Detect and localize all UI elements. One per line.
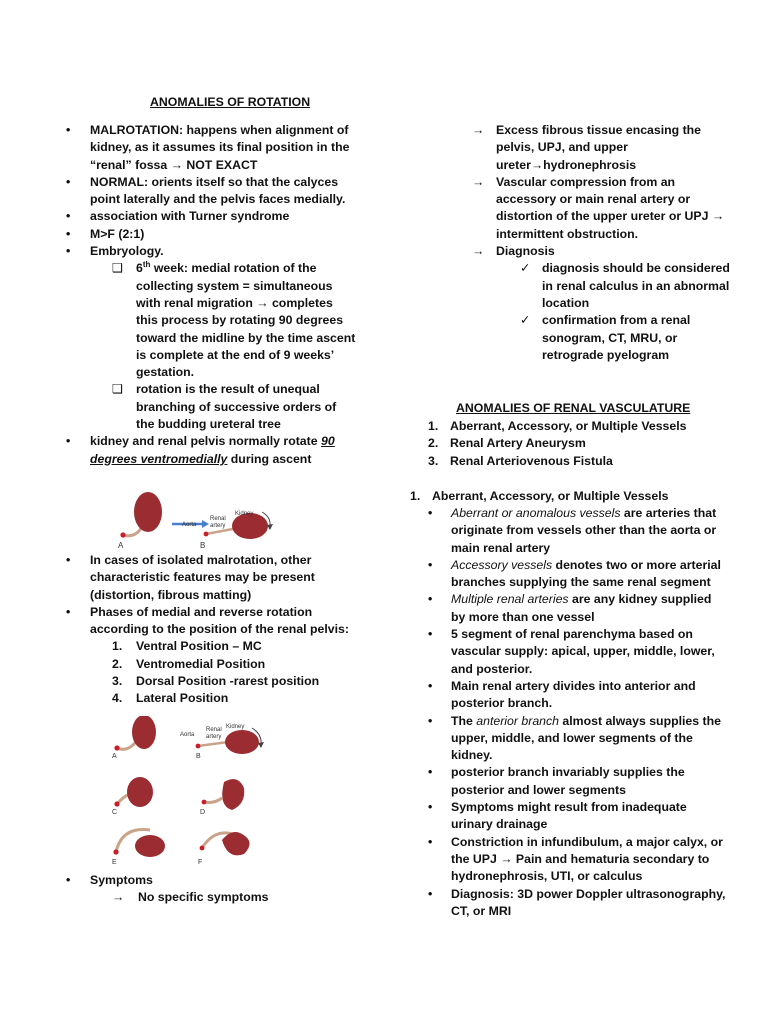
bullet-ratio: • M>F (2:1) xyxy=(66,226,145,241)
right-heading: ANOMALIES OF RENAL VASCULATURE xyxy=(456,401,691,415)
bullet-posterior-branch: • posterior branch invariably supplies the posterior and lower segments xyxy=(428,765,685,797)
fig2-label-renal: Renal xyxy=(206,727,222,733)
bullet-normal-rotation: • kidney and renal pelvis normally rotate 90 degrees ventromedially during ascent xyxy=(66,434,335,466)
fig1-label-kidney: Kidney xyxy=(235,511,254,517)
embryology-item-2: ❑ rotation is the result of unequal branching of successive orders of the budding ureteral tree xyxy=(112,382,337,432)
arrow-item-diagnosis: → Diagnosis xyxy=(472,244,555,259)
bullet-anterior-branch: • The anterior branch almost always supplies the upper, middle, and lower segments of the kidney. xyxy=(428,713,721,763)
fig1-label-a: A xyxy=(118,541,124,550)
check-item-1: ✓ diagnosis should be considered in renal calculus in an abnormal location xyxy=(520,261,730,310)
vascular-item-1: 1. Aberrant, Accessory, or Multiple Vessels xyxy=(428,419,687,433)
fig2-label-aorta: Aorta xyxy=(180,732,195,738)
left-mid-bullets xyxy=(66,552,366,708)
bullet-normal: • NORMAL: orients itself so that the calyces point laterally and the pelvis faces medially. xyxy=(66,174,346,207)
check-item-2: ✓ confirmation from a renal sonogram, CT, MRU, or retrograde pyelogram xyxy=(520,313,691,362)
left-heading: ANOMALIES OF ROTATION xyxy=(150,95,311,109)
bullet-symptoms-drainage: • Symptoms might result from inadequate urinary drainage xyxy=(428,800,687,832)
fig1-label-aorta: Aorta xyxy=(182,522,197,528)
section-heading: 1. Aberrant, Accessory, or Multiple Vessels xyxy=(410,489,669,503)
phase-item-4: 4. Lateral Position xyxy=(112,691,229,706)
left-top-bullets xyxy=(66,122,366,468)
bullet-turner: • association with Turner syndrome xyxy=(66,209,290,224)
bullet-isolated-malrotation: • In cases of isolated malrotation, other characteristic features may be present (distortion, fibrous matting) xyxy=(66,553,315,602)
vascular-list xyxy=(428,418,708,470)
arrow-item-fibrous: → Excess fibrous tissue encasing the pelvis, UPJ, and upper ureter→hydronephrosis xyxy=(472,123,702,172)
bullet-segments: • 5 segment of renal parenchyma based on vascular supply: apical, upper, middle, lower, and posterior. xyxy=(428,627,715,676)
arrow-item-vascular: → Vascular compression from an accessory or main renal artery or distortion of the upper ureter or UPJ → intermittent obstruction. xyxy=(472,174,725,241)
fig2-label-f: F xyxy=(198,859,203,866)
fig1-label-renal: Renal xyxy=(210,516,226,522)
bullet-phases: • Phases of medial and reverse rotation according to the position of the renal pelvis: xyxy=(66,604,349,637)
embryology-item-1: ❑ 6th week: medial rotation of the collecting system = simultaneous with renal migration → completes this process by rotating 90 degrees toward the midline by the time ascent is complete at the end of 9 weeks’ gestation. xyxy=(112,260,356,380)
fig2-label-b: B xyxy=(196,753,201,760)
fig2-label-d: D xyxy=(200,809,206,816)
fig1-label-artery: artery xyxy=(210,523,226,529)
rotation-figure-2 xyxy=(110,716,280,868)
phase-item-1: 1. Ventral Position – MC xyxy=(112,639,262,654)
right-bullets xyxy=(428,505,728,920)
symptom-item-1: → No specific symptoms xyxy=(112,890,269,905)
fig2-label-a: A xyxy=(112,753,117,760)
vascular-item-2: 2. Renal Artery Aneurysm xyxy=(428,436,586,451)
fig1-label-b: B xyxy=(200,541,206,550)
bullet-symptoms: • Symptoms xyxy=(66,873,153,887)
rotation-figure-1 xyxy=(118,490,278,552)
phase-item-2: 2. Ventromedial Position xyxy=(112,656,266,671)
fig2-label-c: C xyxy=(112,809,118,816)
left-bottom-bullets xyxy=(66,872,366,907)
right-top-list xyxy=(472,122,732,364)
bullet-constriction: • Constriction in infundibulum, a major calyx, or the UPJ → Pain and hematuria secondary to hydronephrosis, UTI, or calculus xyxy=(428,834,723,884)
phase-item-3: 3. Dorsal Position -rarest position xyxy=(112,674,320,689)
fig2-label-artery: artery xyxy=(206,734,222,740)
bullet-diagnosis: • Diagnosis: 3D power Doppler ultrasonography, CT, or MRI xyxy=(428,886,726,918)
vascular-item-3: 3. Renal Arteriovenous Fistula xyxy=(428,453,613,468)
fig2-label-e: E xyxy=(112,859,117,866)
bullet-embryology: • Embryology. xyxy=(66,244,164,259)
bullet-multiple: • Multiple renal arteries are any kidney supplied by more than one vessel xyxy=(428,592,712,624)
bullet-aberrant: • Aberrant or anomalous vessels are arteries that originate from vessels other than the aorta or main renal artery xyxy=(428,506,717,555)
bullet-accessory: • Accessory vessels denotes two or more arterial branches supplying the same renal segment xyxy=(428,557,721,590)
bullet-main-artery: • Main renal artery divides into anterior and posterior branch. xyxy=(428,678,696,711)
bullet-malrotation: • MALROTATION: happens when alignment of kidney, as it assumes its final position in the “renal” fossa → NOT EXACT xyxy=(66,123,350,172)
fig2-label-kidney: Kidney xyxy=(226,724,245,730)
